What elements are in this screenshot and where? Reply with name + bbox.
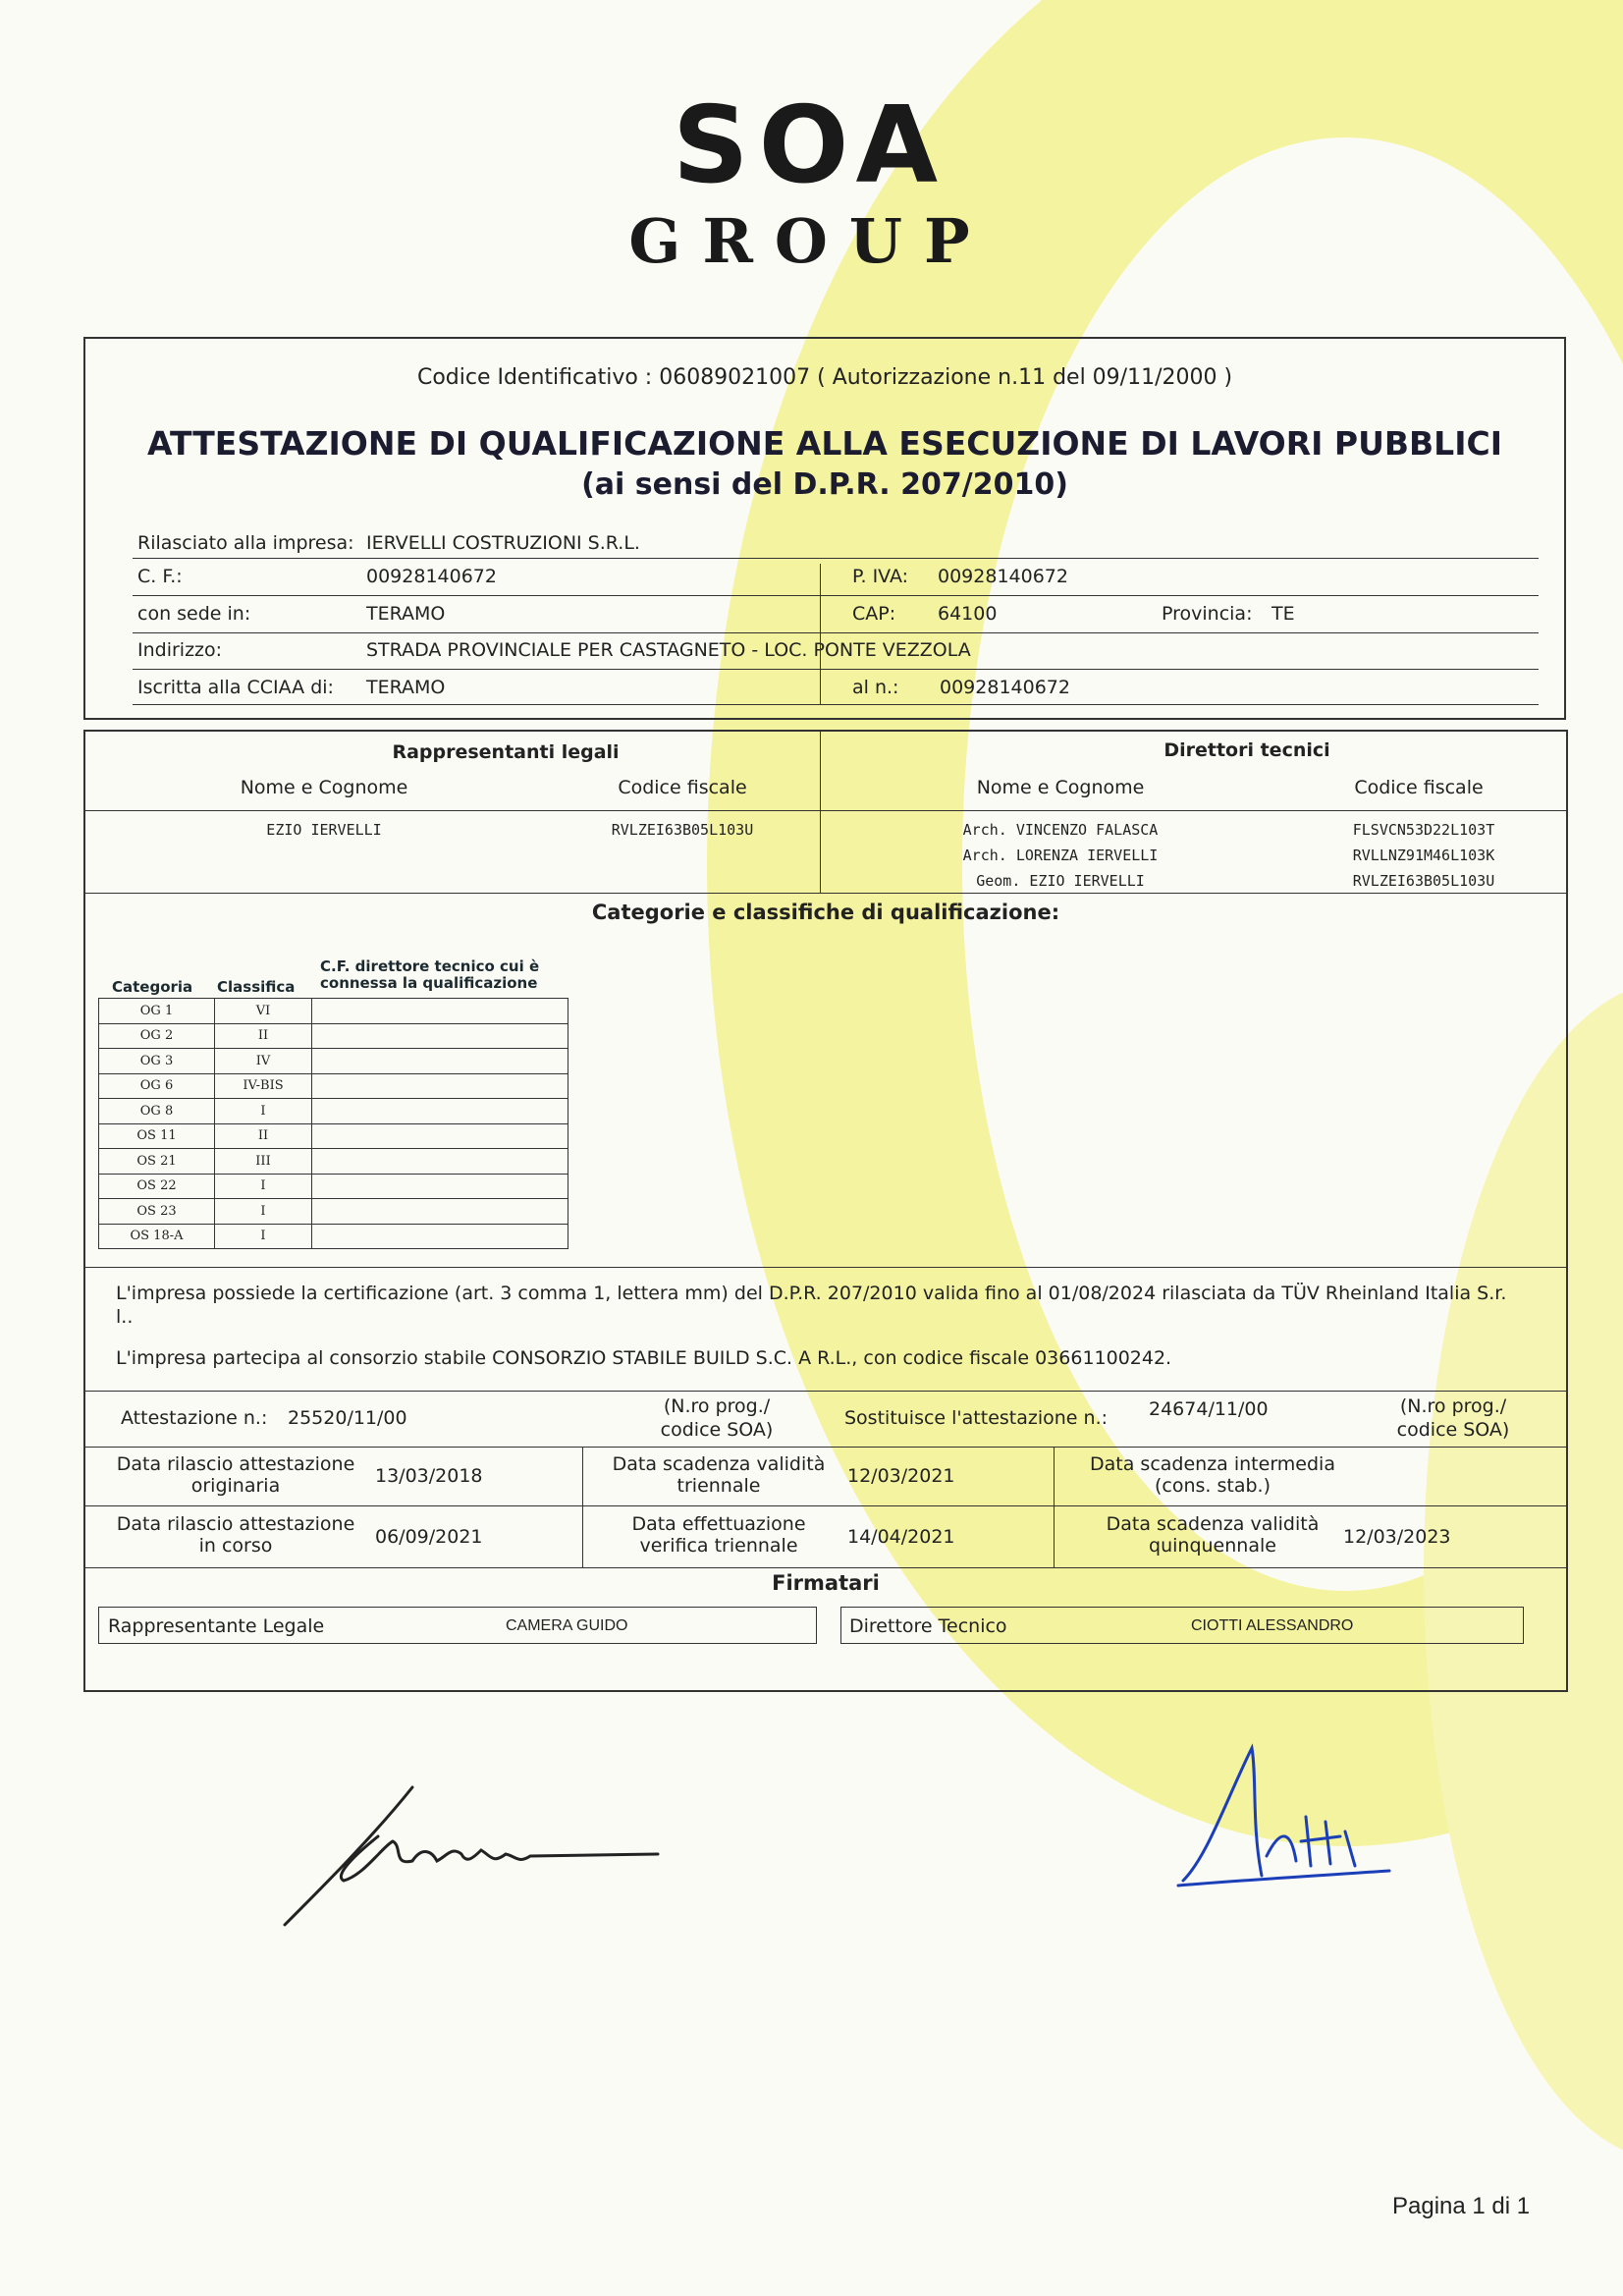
cf-label: C. F.: [137,566,183,587]
table-row [99,1149,568,1175]
consorzio-note: L'impresa partecipa al consorzio stabile CONSORZIO STABILE BUILD S.C. A R.L., con codice fiscale 03661100242. [116,1347,1172,1369]
rappresentante-label: Rappresentante Legale [108,1615,325,1637]
scadenza-intermedia-label-cont: (cons. stab.) [1154,1475,1271,1497]
verifica-triennale-value: 14/04/2021 [847,1526,955,1548]
scadenza-triennale-label: Data scadenza validità [612,1453,826,1475]
nprog-label: (N.ro prog./ [663,1395,771,1417]
indirizzo-label: Indirizzo: [137,639,223,661]
sostituisce-value: 24674/11/00 [1149,1398,1269,1420]
table-row [99,1023,568,1049]
piva-value: 00928140672 [938,566,1068,587]
cat-cell: OS 21 [99,1149,215,1175]
cat-col-cf-line2: connessa la qualificazione [320,974,538,992]
cls-cell: I [215,1099,312,1124]
nprog2-label-cont: codice SOA) [1396,1419,1510,1441]
cls-cell: I [215,1174,312,1199]
logo-group-text: GROUP [628,205,992,277]
cat-cell: OG 8 [99,1099,215,1124]
header-frame [83,337,1566,720]
cat-col-categoria: Categoria [112,978,193,996]
cat-cell: OS 18-A [99,1224,215,1249]
cf-cell [312,1199,568,1225]
cat-cell: OG 2 [99,1023,215,1049]
table-row [99,1224,568,1249]
cf-cell [312,1049,568,1074]
dir-row-nome: Arch. LORENZA IERVELLI [962,847,1159,864]
page-title: ATTESTAZIONE DI QUALIFICAZIONE ALLA ESECUZIONE DI LAVORI PUBBLICI [147,424,1502,463]
rilascio-corso-label-cont: in corso [198,1535,273,1557]
table-row [99,1049,568,1074]
rilascio-originaria-value: 13/03/2018 [375,1465,483,1487]
certificazione-note-cont: l.. [116,1306,134,1328]
scadenza-intermedia-label: Data scadenza intermedia [1090,1453,1335,1475]
cap-value: 64100 [938,603,998,625]
cat-cell: OG 6 [99,1073,215,1099]
verifica-triennale-label: Data effettuazione [631,1513,806,1535]
piva-label: P. IVA: [852,566,909,587]
cf-cell [312,1123,568,1149]
scadenza-triennale-value: 12/03/2021 [847,1465,955,1487]
cls-cell: I [215,1224,312,1249]
rilascio-originaria-label-cont: originaria [190,1475,281,1497]
signature-camera [265,1748,677,1944]
cf-cell [312,1224,568,1249]
signature-ciotti [1168,1738,1404,1905]
rilascio-corso-label: Data rilascio attestazione [116,1513,355,1535]
rilasciato-value: IERVELLI COSTRUZIONI S.R.L. [366,532,640,554]
direttore-value: CIOTTI ALESSANDRO [1191,1617,1354,1634]
provincia-value: TE [1271,603,1295,625]
cat-cell: OG 3 [99,1049,215,1074]
table-row [99,1174,568,1199]
cat-cell: OS 11 [99,1123,215,1149]
aln-value: 00928140672 [940,677,1070,698]
cf-cell [312,1023,568,1049]
rappresentante-value: CAMERA GUIDO [506,1617,628,1634]
dir-row-cf: RVLZEI63B05L103U [1352,872,1495,890]
rapp-row-cf: RVLZEI63B05L103U [611,821,754,839]
table-row [99,1199,568,1225]
firmatari-heading: Firmatari [772,1571,880,1595]
rapp-col-cf: Codice fiscale [618,777,747,798]
dir-row-cf: RVLLNZ91M46L103K [1352,847,1495,864]
scadenza-quinquennale-label-cont: quinquennale [1149,1535,1276,1557]
sede-value: TERAMO [366,603,446,625]
cls-cell: IV-BIS [215,1073,312,1099]
certificazione-note: L'impresa possiede la certificazione (art. 3 comma 1, lettera mm) del D.P.R. 207/2010 valida fino al 01/08/2024 rilasciata da TÜV Rheinland Italia S.r. [116,1283,1507,1304]
indirizzo-value: STRADA PROVINCIALE PER CASTAGNETO - LOC. PONTE VEZZOLA [366,639,971,661]
table-row [99,1073,568,1099]
dir-row-nome: Geom. EZIO IERVELLI [976,872,1145,890]
rilascio-originaria-label: Data rilascio attestazione [116,1453,355,1475]
cf-cell [312,999,568,1024]
page-number: Pagina 1 di 1 [1392,2193,1531,2219]
sostituisce-label: Sostituisce l'attestazione n.: [844,1407,1109,1429]
scadenza-triennale-label-cont: triennale [676,1475,761,1497]
rappresentanti-heading: Rappresentanti legali [392,741,620,763]
soa-group-logo [609,84,1011,277]
rapp-col-nome: Nome e Cognome [240,777,408,798]
cat-col-cf-line1: C.F. direttore tecnico cui è [320,957,540,975]
direttore-label: Direttore Tecnico [849,1615,1007,1637]
dir-col-nome: Nome e Cognome [976,777,1145,798]
rilascio-corso-value: 06/09/2021 [375,1526,483,1548]
cat-cell: OS 23 [99,1199,215,1225]
cls-cell: VI [215,999,312,1024]
rilasciato-label: Rilasciato alla impresa: [137,532,354,554]
provincia-label: Provincia: [1162,603,1253,625]
cap-label: CAP: [852,603,896,625]
direttori-heading: Direttori tecnici [1163,739,1330,761]
dir-row-nome: Arch. VINCENZO FALASCA [962,821,1159,839]
page-subtitle: (ai sensi del D.P.R. 207/2010) [581,467,1068,502]
cls-cell: IV [215,1049,312,1074]
cat-cell: OG 1 [99,999,215,1024]
cls-cell: I [215,1199,312,1225]
scadenza-quinquennale-value: 12/03/2023 [1343,1526,1451,1548]
cat-cell: OS 22 [99,1174,215,1199]
dir-col-cf: Codice fiscale [1354,777,1484,798]
cat-col-classifica: Classifica [217,978,296,996]
categorie-table [98,998,568,1249]
attestazione-n-value: 25520/11/00 [288,1407,407,1429]
table-row [99,999,568,1024]
cf-value: 00928140672 [366,566,497,587]
cls-cell: III [215,1149,312,1175]
cf-cell [312,1174,568,1199]
cf-cell [312,1149,568,1175]
nprog2-label: (N.ro prog./ [1399,1395,1507,1417]
aln-label: al n.: [852,677,899,698]
cf-cell [312,1099,568,1124]
categorie-heading: Categorie e classifiche di qualificazione: [591,901,1060,924]
sede-label: con sede in: [137,603,251,625]
scadenza-quinquennale-label: Data scadenza validità [1106,1513,1320,1535]
cls-cell: II [215,1023,312,1049]
dir-row-cf: FLSVCN53D22L103T [1352,821,1495,839]
codice-identificativo: Codice Identificativo : 06089021007 ( Autorizzazione n.11 del 09/11/2000 ) [416,365,1233,390]
cf-cell [312,1073,568,1099]
logo-brand: SOA [672,84,948,207]
rapp-row-nome: EZIO IERVELLI [266,821,382,839]
attestazione-n-label: Attestazione n.: [121,1407,268,1429]
table-row [99,1099,568,1124]
nprog-label-cont: codice SOA) [660,1419,774,1441]
cls-cell: II [215,1123,312,1149]
verifica-triennale-label-cont: verifica triennale [639,1535,798,1557]
cciaa-label: Iscritta alla CCIAA di: [137,677,334,698]
cciaa-value: TERAMO [366,677,446,698]
table-row [99,1123,568,1149]
